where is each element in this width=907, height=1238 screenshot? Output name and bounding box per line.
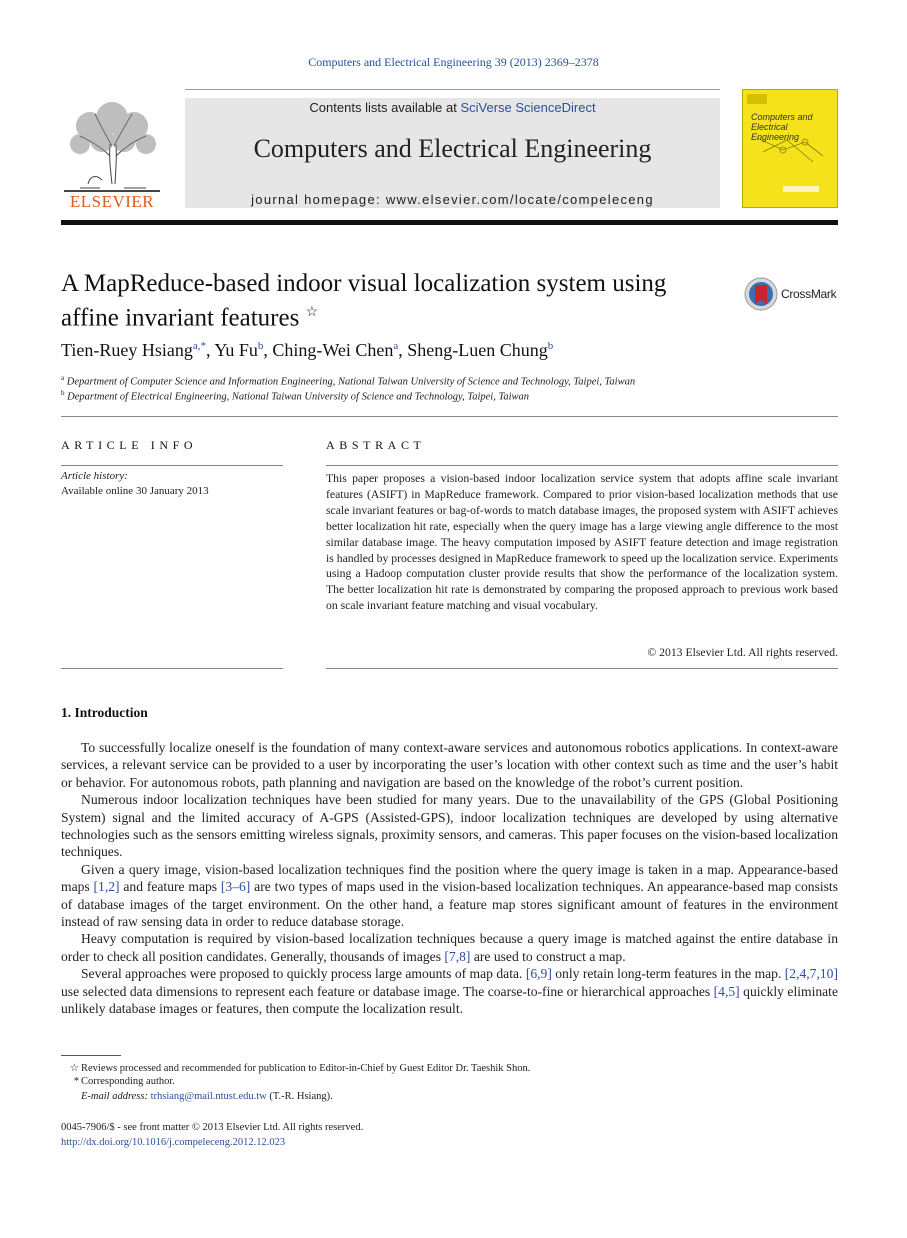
- body-text: Several approaches were proposed to quickly process large amounts of map data.: [81, 966, 526, 982]
- footnote-email: [61, 1091, 838, 1102]
- footnote-reviews: [61, 1062, 838, 1074]
- journal-cover[interactable]: [742, 89, 838, 208]
- homepage-url[interactable]: www.elsevier.com/locate/compeleceng: [385, 192, 654, 207]
- affiliation-mark: b: [61, 389, 65, 397]
- journal-name: Computers and Electrical Engineering: [253, 134, 652, 163]
- elsevier-logo: [60, 96, 164, 210]
- body-text: Given a query image, vision-based localization techniques find the position where the query image is taken in a map. Appearance-based maps: [61, 861, 838, 895]
- doi-link[interactable]: [61, 1137, 285, 1148]
- paragraph: [61, 965, 838, 1017]
- body-text: use selected data dimensions to represent each feature or database image. The coarse-to-fine or hierarchical approaches: [61, 983, 714, 999]
- citation-link[interactable]: [7,8]: [444, 948, 471, 964]
- author-affiliation-mark[interactable]: b: [547, 340, 554, 352]
- body-text: and feature maps: [119, 879, 221, 895]
- affiliation-a: [61, 374, 838, 388]
- author-separator: ,: [205, 340, 215, 360]
- body-text: To successfully localize oneself is the foundation of many context-aware services and autonomous robotics applications. In context-aware services, a relevant service can be provided to a user by incorporating the user’s location with other context such as time and the user’s habit or behavior. For autonomous robots, path planning and navigation are based on the knowledge of the robot’s current position.: [61, 740, 838, 790]
- cover-graphic-icon: [743, 90, 838, 208]
- citation-link[interactable]: [4,5]: [713, 983, 740, 999]
- author-affiliation-mark[interactable]: b: [257, 340, 264, 352]
- affiliation-divider: [61, 416, 838, 417]
- elsevier-tree-icon: [60, 96, 164, 210]
- crossmark-label[interactable]: CrossMark: [781, 287, 837, 301]
- footnote-asterisk: *: [73, 1076, 79, 1087]
- contents-prefix: Contents lists available at: [309, 100, 461, 115]
- abstract-text: This paper proposes a vision-based indoor localization service system that adopts affine scale invariant features (ASIFT) in MapReduce framework. Compared to prior vision-based localization methods that use scale invariant features or bag-of-words to match database images, the proposed system with ASIFT achieves better localization hit rate, especially when the query image has a large viewing angle difference to the most similar database image. The heavy computation imposed by ASIFT feature detection and image registration is handled by processes designed in MapReduce framework to speed up the localization service. Experiments using a Hadoop computation cluster provide results that show the performance of the localization system. The better localization hit rate is demonstrated by comparing the proposed approach to previous work based on scale invariant feature matching and visual vocabulary.: [326, 472, 838, 613]
- paragraph: [61, 930, 838, 965]
- paragraph: [61, 861, 838, 931]
- abstract-copyright: © 2013 Elsevier Ltd. All rights reserved.: [647, 646, 838, 659]
- article-info-bottom-rule: [61, 668, 283, 669]
- footnote-text: Reviews processed and recommended for publication to Editor-in-Chief by Guest Editor Dr. Taeshik Shon.: [81, 1063, 531, 1074]
- body-text: only retain long-term features in the map.: [551, 966, 785, 982]
- author-affiliation-mark[interactable]: a,*: [192, 340, 206, 352]
- author-name: Ching-Wei Chen: [272, 340, 394, 360]
- header-thick-rule: [61, 220, 838, 225]
- footnote-corresponding: [61, 1076, 838, 1087]
- article-title-text: A MapReduce-based indoor visual localization system using affine invariant features: [61, 270, 667, 332]
- doi-link-text[interactable]: http://dx.doi.org/10.1016/j.compeleceng.2012.12.023: [61, 1137, 286, 1148]
- body-text: Heavy computation is required by vision-based localization techniques because a query image is matched against the entire database in order to check all position candidates. Generally, thousands of images: [61, 931, 838, 964]
- article-info-top-rule: [61, 465, 283, 466]
- body-text: are used to construct a map.: [470, 948, 626, 964]
- body-text: are two types of maps used in the vision-based localization techniques. An appearance-based map consists of database images of the target environment. On the other hand, a feature map stores significant amount of features in the environment instead of raw sensing data in order to reduce database storage.: [61, 879, 838, 930]
- introduction-heading: 1. Introduction: [61, 705, 148, 720]
- article-history-value: Available online 30 January 2013: [61, 485, 209, 497]
- contents-line: [185, 100, 720, 115]
- citation-link[interactable]: [2,4,7,10]: [784, 966, 838, 982]
- footnote-rule: [61, 1055, 121, 1056]
- author-name: Yu Fu: [214, 340, 258, 360]
- journal-citation[interactable]: Computers and Electrical Engineering 39 (2013) 2369–2378: [308, 55, 599, 69]
- article-history-label: Article history:: [61, 470, 128, 482]
- introduction-body: [61, 739, 838, 1018]
- author-separator: ,: [263, 340, 273, 360]
- affiliation-text: Department of Electrical Engineering, National Taiwan University of Science and Technology, Taipei, Taiwan: [67, 391, 530, 403]
- author-name: Sheng-Luen Chung: [407, 340, 548, 360]
- paragraph: [61, 791, 838, 861]
- affiliation-b: [61, 389, 838, 403]
- title-footnote-star[interactable]: ☆: [305, 305, 319, 320]
- footnote-star: ☆: [69, 1063, 79, 1074]
- footnote-text: Corresponding author.: [81, 1076, 175, 1087]
- sciencedirect-link[interactable]: SciVerse ScienceDirect: [460, 100, 596, 115]
- affiliation-text: Department of Computer Science and Information Engineering, National Taiwan University of Science and Technology, Taipei, Taiwan: [66, 376, 636, 388]
- issn-line: 0045-7906/$ - see front matter © 2013 Elsevier Ltd. All rights reserved.: [61, 1122, 364, 1133]
- email-suffix: (T.-R. Hsiang).: [266, 1091, 333, 1102]
- affiliation-mark: a: [61, 374, 65, 382]
- author-separator: ,: [398, 340, 408, 360]
- article-info-heading: ARTICLE INFO: [61, 438, 198, 452]
- cover-title: Computers and Electrical Engineering: [751, 112, 813, 142]
- abstract-heading: ABSTRACT: [326, 438, 426, 452]
- body-text: Numerous indoor localization techniques have been studied for many years. Due to the unavailability of the GPS (Global Positioning System) signal and the limited accuracy of A-GPS (Assisted-GPS), indoor localization techniques are developed by using alternative technologies such as the sensors emitting wireless signals, proximity sensors, and cameras. This paper focuses on the vision-based localization techniques.: [61, 792, 838, 860]
- author-name: Tien-Ruey Hsiang: [61, 340, 193, 360]
- elsevier-wordmark: ELSEVIER: [69, 192, 155, 210]
- author-list: [61, 340, 838, 361]
- abstract-top-rule: [326, 465, 838, 466]
- article-title: [61, 269, 721, 332]
- homepage-label: journal homepage:: [251, 192, 386, 207]
- journal-homepage: [185, 192, 720, 207]
- author-affiliation-mark[interactable]: a: [393, 340, 399, 352]
- paragraph: [61, 739, 838, 791]
- header-top-rule: [185, 89, 720, 90]
- body-text: quickly eliminate unlikely database images or features, then compute the localization result.: [61, 983, 838, 1017]
- crossmark-icon: [744, 276, 780, 312]
- email-label: E-mail address:: [81, 1091, 148, 1102]
- citation-link[interactable]: [6,9]: [525, 966, 552, 982]
- email-link[interactable]: trhsiang@mail.ntust.edu.tw: [150, 1091, 267, 1102]
- abstract-bottom-rule: [326, 668, 838, 669]
- citation-link[interactable]: [3–6]: [220, 879, 251, 895]
- citation-link[interactable]: [1,2]: [93, 879, 120, 895]
